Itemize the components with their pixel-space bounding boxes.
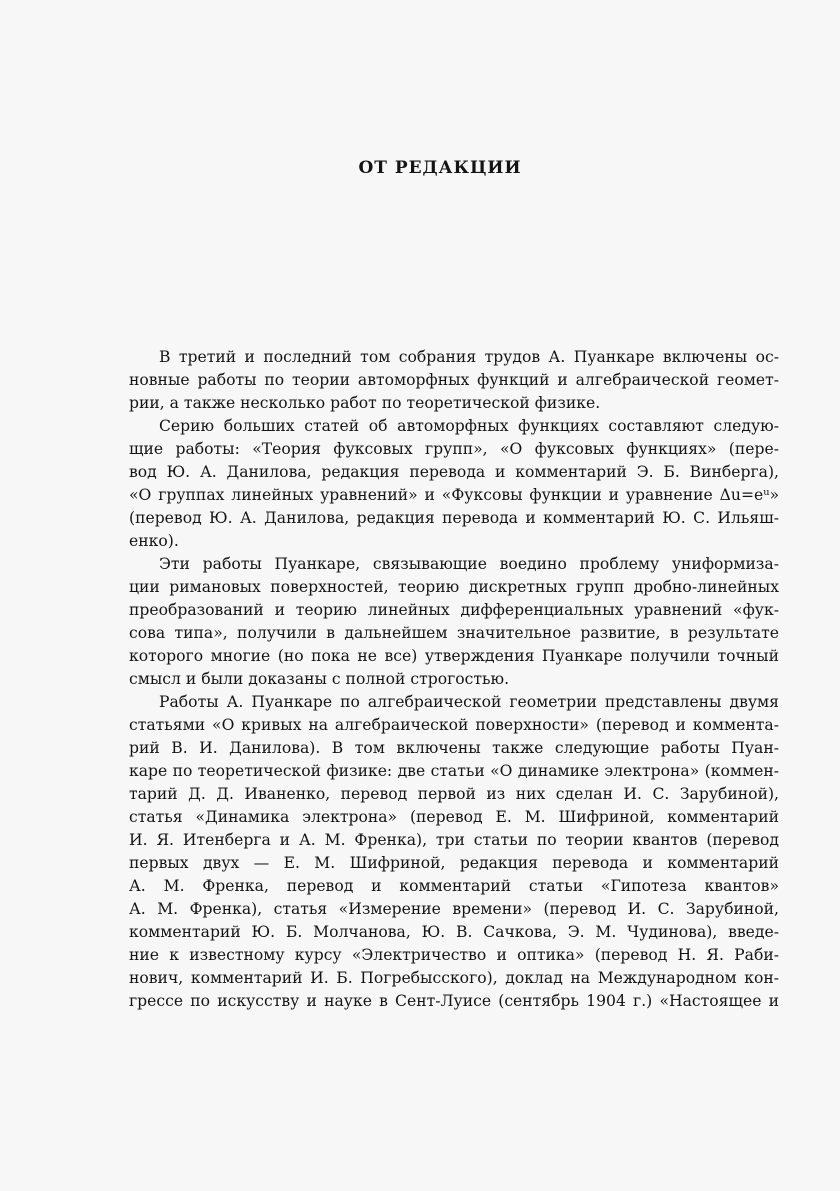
text-line: ние к известному курсу «Электричество и оптика» (перевод Н. Я. Раби- xyxy=(129,946,779,964)
text-line: первых двух — Е. М. Шифриной, редакция перевода и комментарий xyxy=(129,854,779,872)
text-line: каре по теоретической физике: две статьи «О динамике электрона» (коммен- xyxy=(129,762,779,780)
text-line: щие работы: «Теория фуксовых групп», «О фуксовых функциях» (пере- xyxy=(129,440,779,458)
body-text xyxy=(129,346,779,1013)
text-line: преобразований и теорию линейных дифференциальных уравнений «фук- xyxy=(129,601,779,619)
text-line: грессе по искусству и науке в Сент-Луисе (сентябрь 1904 г.) «Настоящее и xyxy=(129,992,779,1010)
text-line: А. М. Френка), статья «Измерение времени» (перевод И. С. Зарубиной, xyxy=(129,900,779,918)
text-line: Эти работы Пуанкаре, связывающие воедино проблему униформиза- xyxy=(159,555,779,573)
text-line: тарий Д. Д. Иваненко, перевод первой из них сделан И. С. Зарубиной), xyxy=(129,785,779,803)
text-line: сова типа», получили в дальнейшем значительное развитие, в результате xyxy=(129,624,779,642)
text-line: И. Я. Итенберга и А. М. Френка), три статьи по теории квантов (перевод xyxy=(129,831,779,849)
text-line: енко). xyxy=(129,532,179,550)
text-line: Работы А. Пуанкаре по алгебраической геометрии представлены двумя xyxy=(159,693,779,711)
text-line: которого многие (но пока не все) утверждения Пуанкаре получили точный xyxy=(129,647,779,665)
text-line: А. М. Френка, перевод и комментарий статьи «Гипотеза квантов» xyxy=(129,877,779,895)
text-line: нович, комментарий И. Б. Погребысского), доклад на Международном кон- xyxy=(129,969,779,987)
text-line: (перевод Ю. А. Данилова, редакция перевода и комментарий Ю. С. Ильяш- xyxy=(129,509,779,527)
text-line: В третий и последний том собрания трудов А. Пуанкаре включены ос- xyxy=(159,348,779,366)
text-line: статьями «О кривых на алгебраической поверхности» (перевод и коммента- xyxy=(129,716,779,734)
text-line: вод Ю. А. Данилова, редакция перевода и комментарий Э. Б. Винберга), xyxy=(129,463,779,481)
text-line: Серию больших статей об автоморфных функциях составляют следую- xyxy=(159,417,779,435)
page-title: ОТ РЕДАКЦИИ xyxy=(358,158,522,178)
text-line: рий В. И. Данилова). В том включены также следующие работы Пуан- xyxy=(129,739,779,757)
text-line: статья «Динамика электрона» (перевод Е. М. Шифриной, комментарий xyxy=(129,808,779,826)
text-line: ции римановых поверхностей, теорию дискретных групп дробно-линейных xyxy=(129,578,779,596)
text-line: смысл и были доказаны с полной строгостью. xyxy=(129,670,510,688)
text-line: рии, а также несколько работ по теоретической физике. xyxy=(129,394,601,412)
text-line: «О группах линейных уравнений» и «Фуксовы функции и уравнение Δu=eᵘ» xyxy=(129,486,779,504)
text-line: комментарий Ю. Б. Молчанова, Ю. В. Сачкова, Э. М. Чудинова), введе- xyxy=(129,923,779,941)
text-line: новные работы по теории автоморфных функций и алгебраической геомет- xyxy=(129,371,779,389)
